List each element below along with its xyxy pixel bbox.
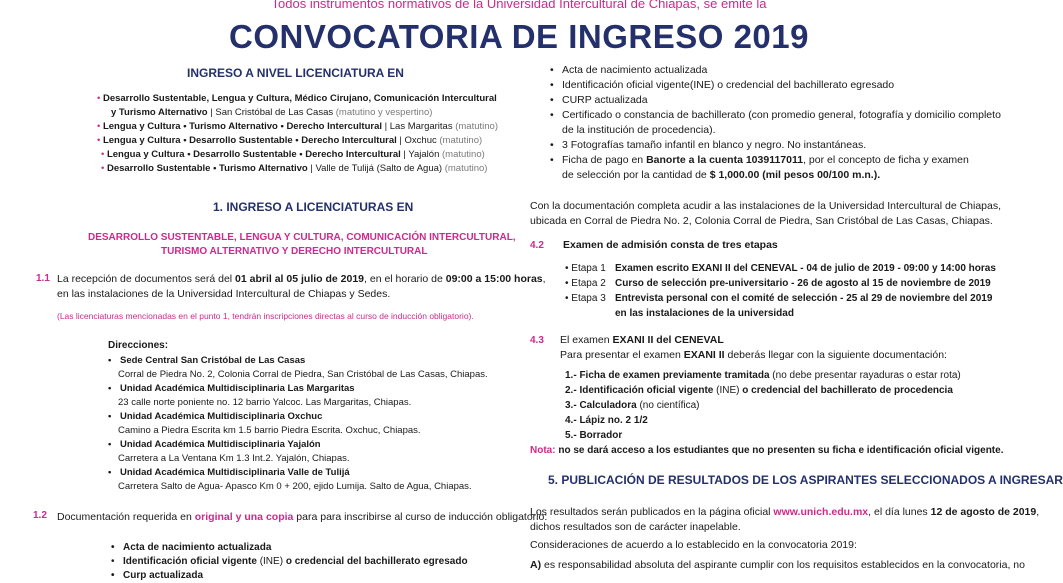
text: de selección por la cantidad de	[562, 169, 710, 181]
document-item: • Acta de nacimiento actualizada	[550, 63, 1010, 78]
program-courses: Desarrollo Sustentable • Turismo Alternativo	[106, 163, 308, 174]
section1-title: 1. INGRESO A LICENCIATURAS EN	[213, 200, 414, 214]
reception-note: (Las licenciaturas mencionadas en el punto 1, tendrán inscripciones directas al curso de inducción obligatorio).	[57, 311, 474, 321]
stage-text: Examen escrito EXANI II del CENEVAL - 04 de julio de 2019 - 09:00 y 14:00 horas	[615, 263, 996, 274]
highlight: original y una copia	[194, 511, 294, 523]
text: (no científica)	[636, 400, 700, 411]
program-item	[97, 162, 517, 176]
program-place: | Oxchuc	[396, 135, 440, 146]
section-number: 4.3	[530, 335, 544, 346]
document-item: • Certificado o constancia de bachillerato (con promedio general, fotografía y domicilio completo	[550, 108, 1010, 123]
program-turn: (matutino)	[439, 135, 483, 146]
requirement-item: • Curp actualizada	[111, 569, 491, 583]
documentation-paragraph: ubicada en Corral de Piedra No. 2, Colonia Corral de Piedra, San Cristóbal de Las Casas, Chiapas.	[530, 215, 993, 227]
exam-doc-item	[565, 398, 961, 413]
document-item: • Identificación oficial vigente(INE) o credencial del bachillerato egresado	[550, 78, 1010, 93]
stage-item	[565, 291, 996, 306]
section-number: 1.2	[33, 510, 47, 521]
exani-text-2	[560, 348, 947, 362]
exam-docs-list	[565, 368, 961, 443]
program-list	[97, 92, 517, 176]
exam-doc-item	[565, 383, 961, 398]
text: 1.- Ficha de examen previamente tramitada	[565, 370, 770, 381]
program-courses: Lengua y Cultura • Desarrollo Sustentable • Derecho Intercultural	[102, 135, 397, 146]
program-courses: Lengua y Cultura • Desarrollo Sustentable • Derecho Intercultural	[106, 149, 401, 160]
direction-address: 23 calle norte poniente no. 12 barrio Yalcoc. Las Margaritas, Chiapas.	[118, 397, 412, 408]
payment-item-cont	[550, 168, 1010, 183]
account: Banorte a la cuenta 1039117011	[646, 154, 804, 166]
bullet-icon: •	[97, 121, 103, 132]
reception-text-2: en las instalaciones de la Universidad Intercultural de Chiapas y Sedes.	[57, 288, 391, 300]
intro-line: Todos instrumentos normativos de la Universidad Intercultural de Chiapas, se emite la	[271, 0, 767, 11]
stage-text: Entrevista personal con el comité de selección - 25 al 29 de noviembre del 2019	[615, 293, 993, 304]
bullet-icon: •	[101, 163, 107, 174]
program-courses: Lengua y Cultura • Turismo Alternativo • Derecho Intercultural	[102, 121, 382, 132]
payment-item	[550, 153, 1010, 168]
hours: 09:00 a 15:00 horas	[445, 273, 543, 285]
program-courses: y Turismo Alternativo	[111, 107, 208, 118]
bullet-icon: •	[97, 93, 103, 104]
text: (INE)	[713, 385, 743, 396]
documentation-paragraph: Con la documentación completa acudir a las instalaciones de la Universidad Intercultural de Chiapas,	[530, 200, 1002, 212]
direction-name: • Unidad Académica Multidisciplinaria Yajalón	[108, 438, 508, 452]
date-range: 01 abril al 05 julio de 2019	[235, 273, 365, 285]
text: Los resultados serán publicados en la página oficial	[530, 506, 774, 518]
text: Documentación requerida en	[57, 511, 195, 523]
section5-title: 5. PUBLICACIÓN DE RESULTADOS DE LOS ASPIRANTES SELECCIONADOS A INGRESAR	[548, 473, 1063, 487]
program-place: | Las Margaritas	[382, 121, 456, 132]
direction-name: • Unidad Académica Multidisciplinaria Valle de Tulijá	[108, 466, 508, 480]
results-text-2: dichos resultados son de carácter inapelable.	[530, 521, 741, 533]
consideration-a	[530, 558, 1025, 572]
requirement-item	[111, 555, 491, 569]
note-text: no se dará acceso a los estudiantes que no presenten su ficha e identificación oficial vigente.	[555, 445, 1004, 456]
item-letter: A)	[530, 559, 542, 571]
page-title: CONVOCATORIA DE INGRESO 2019	[228, 18, 809, 55]
stage-label: • Etapa 3	[565, 293, 606, 304]
stage-text: Curso de selección pre-universitario - 26 de agosto al 15 de noviembre de 2019	[615, 278, 991, 289]
section1-subtitle: DESARROLLO SUSTENTABLE, LENGUA Y CULTURA, COMUNICACIÓN INTERCULTURAL,	[88, 232, 516, 243]
bullet-icon: •	[101, 149, 107, 160]
exam-doc-item	[565, 413, 961, 428]
stage-label: • Etapa 1	[565, 263, 606, 274]
program-courses: Desarrollo Sustentable, Lengua y Cultura, Médico Cirujano, Comunicación Intercultural	[102, 93, 497, 104]
direction-address: Corral de Piedra No. 2, Colonia Corral de Piedra, San Cristóbal de Las Casas, Chiapas.	[118, 369, 488, 380]
text: es responsabilidad absoluta del aspirante cumplir con los requisitos establecidos en la convocatoria, no	[541, 559, 1025, 571]
text: , en el horario de	[364, 273, 446, 285]
exam-doc-item	[565, 428, 961, 443]
considerations-text: Consideraciones de acuerdo a lo establecido en la convocatoria 2019:	[530, 539, 857, 551]
exani-text	[560, 333, 724, 347]
text: para para inscribirse al curso de inducción obligatorio:	[293, 511, 548, 523]
text: 3.- Calculadora	[565, 400, 637, 411]
section-number: 4.2	[530, 240, 544, 251]
direction-name: • Sede Central San Cristóbal de Las Casas	[108, 354, 508, 368]
text: La recepción de documentos será del	[57, 273, 236, 285]
results-text	[530, 505, 1039, 519]
direction-address: Camino a Piedra Escrita km 1.5 barrio Piedra Escrita. Oxchuc, Chiapas.	[118, 425, 421, 436]
ingreso-title: INGRESO A NIVEL LICENCIATURA EN	[187, 66, 404, 80]
text: Ficha de pago en	[562, 154, 647, 166]
text: , por el concepto de ficha y examen	[803, 154, 969, 166]
results-date: 12 de agosto de 2019	[930, 506, 1037, 518]
program-place: | Yajalón	[400, 149, 442, 160]
text: ,	[1036, 506, 1040, 518]
text: Para presentar el examen	[560, 349, 684, 361]
bullet-icon: •	[97, 135, 103, 146]
reception-text	[57, 272, 546, 286]
documents-list	[550, 63, 1010, 183]
text: (no debe presentar rayaduras o estar rota)	[769, 370, 961, 381]
stage-item-cont: en las instalaciones de la universidad	[615, 308, 794, 319]
text: (INE)	[256, 556, 286, 567]
requirement-item: • Acta de nacimiento actualizada	[111, 541, 491, 555]
stage-item	[565, 276, 996, 291]
note-label: Nota:	[530, 445, 556, 456]
program-turn: (matutino y vespertino)	[335, 107, 433, 118]
program-turn: (matutino)	[455, 121, 498, 132]
program-place: | San Cristóbal de Las Casas	[207, 107, 336, 118]
program-place: | Valle de Tulijá (Salto de Agua)	[307, 163, 445, 174]
program-item	[97, 148, 517, 162]
highlight: EXANI II	[683, 349, 725, 361]
program-item	[97, 120, 517, 134]
document-item: • 3 Fotografías tamaño infantil en blanco y negro. No instantáneas.	[550, 138, 1010, 153]
requirements-list	[111, 541, 491, 583]
program-item	[97, 134, 517, 148]
direction-name: • Unidad Académica Multidisciplinaria Oxchuc	[108, 410, 508, 424]
directions-list	[108, 354, 508, 494]
text: 4.- Lápiz no. 2 1/2	[565, 415, 648, 426]
exam-doc-item	[565, 368, 961, 383]
exam-stages-title: Examen de admisión consta de tres etapas	[563, 239, 778, 251]
text: o credencial del bachillerato egresado	[285, 556, 468, 567]
program-item	[97, 92, 517, 106]
program-turn: (matutino)	[442, 149, 485, 160]
text: ,	[542, 273, 546, 285]
text: 5.- Borrador	[565, 430, 623, 441]
document-item-cont: de la institución de procedencia).	[562, 124, 716, 136]
document-item: • CURP actualizada	[550, 93, 1010, 108]
program-turn: (matutino)	[444, 163, 488, 174]
directions-title: Direcciones:	[108, 340, 169, 351]
text: , el día lunes	[868, 506, 931, 518]
text: Identificación oficial vigente	[123, 556, 257, 567]
section1-subtitle: TURISMO ALTERNATIVO Y DERECHO INTERCULTURAL	[161, 246, 428, 257]
direction-address: Carretera a La Ventana Km 1.3 Int.2. Yajalón, Chiapas.	[118, 453, 350, 464]
documentation-text	[57, 510, 547, 524]
direction-name: • Unidad Académica Multidisciplinaria Las Margaritas	[108, 382, 508, 396]
text: deberás llegar con la siguiente documentación:	[724, 349, 947, 361]
text: 2.- Identificación oficial vigente	[565, 385, 714, 396]
note	[530, 444, 1003, 458]
text: o credencial del bachillerato de procedencia	[742, 385, 953, 396]
highlight: EXANI II del CENEVAL	[612, 334, 724, 346]
direction-address: Carretera Salto de Agua- Apasco Km 0 + 200, ejido Lumija. Salto de Agua, Chiapas.	[118, 481, 472, 492]
stage-label: • Etapa 2	[565, 278, 606, 289]
amount: $ 1,000.00 (mil pesos 00/100 m.n.).	[709, 169, 881, 181]
section-number: 1.1	[36, 273, 50, 284]
website-link[interactable]: www.unich.edu.mx	[773, 506, 869, 518]
text: El examen	[560, 334, 613, 346]
program-item	[97, 106, 517, 120]
stages-list	[565, 261, 996, 321]
stage-item	[565, 261, 996, 276]
